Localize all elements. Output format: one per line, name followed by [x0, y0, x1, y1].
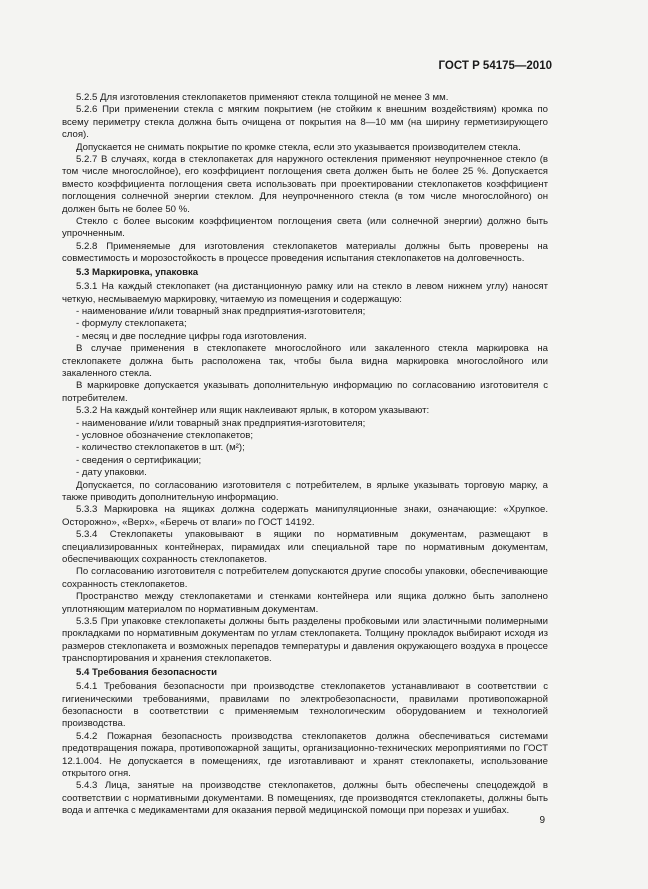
paragraph-5-2-7: 5.2.7 В случаях, когда в стеклопакетах для наружного остекления применяют неупрочненное стекло (в том числе многослойное), его коэффициент поглощения света должен быть не более 25 %. Допускается вместо коэффициента поглощения света использовать при проектировании стеклопакетов коэффициент поглощения солнечной энергии стеклом. Для неупрочненного стекла (в том числе многослойного) он должен быть не более 50 %.: [62, 154, 548, 215]
list-item: - формулу стеклопакета;: [76, 318, 187, 330]
paragraph-5-3-2: 5.3.2 На каждый контейнер или ящик наклеивают ярлык, в котором указывают:: [76, 405, 430, 417]
paragraph-5-3-4-space: Пространство между стеклопакетами и стенками контейнера или ящика должно быть заполнено уплотняющим материалом по нормативным документам.: [62, 591, 548, 615]
paragraph-5-3-4-note: По согласованию изготовителя с потребителем допускаются другие способы упаковки, обеспечивающие сохранность стеклопакетов.: [62, 566, 548, 590]
list-item: - сведения о сертификации;: [76, 454, 202, 466]
paragraph-5-2-6: 5.2.6 При применении стекла с мягким покрытием (не стойким к внешним воздействиям) кромка по всему периметру стекла должна быть очищена от покрытия на 8—10 мм (на ширину герметизирующего слоя).: [62, 104, 548, 141]
page-number: 9: [539, 815, 545, 826]
paragraph-5-3-3: 5.3.3 Маркировка на ящиках должна содержать манипуляционные знаки, означающие: «Хрупкое. Осторожно», «Верх», «Беречь от влаги» по ГОСТ 14192.: [62, 504, 548, 528]
paragraph-5-3-4: 5.3.4 Стеклопакеты упаковывают в ящики по нормативным документам, размещают в специализированных контейнерах, пирамидах или специальной таре по нормативным документам, обеспечивающих сохранность стеклопакетов.: [62, 529, 548, 566]
list-item: - дату упаковки.: [76, 467, 147, 479]
paragraph-5-4-3: 5.4.3 Лица, занятые на производстве стеклопакетов, должны быть обеспечены спецодеждой в соответствии с нормативными документами. В помещениях, где производятся стеклопакеты, должны быть вода и аптечка с медикаментами для оказания первой медицинской помощи при порезах и ушибах.: [62, 780, 548, 817]
paragraph-5-2-8: 5.2.8 Применяемые для изготовления стеклопакетов материалы должны быть проверены на совместимость и морозостойкость в процессе проведения испытания стеклопакетов на долговечность.: [62, 240, 548, 265]
paragraph-5-2-7-note: Стекло с более высоким коэффициентом поглощения света (или солнечной энергии) должно быть упрочненным.: [62, 216, 548, 240]
paragraph-5-4-2: 5.4.2 Пожарная безопасность производства стеклопакетов должна обеспечиваться системами предотвращения пожара, противопожарной защиты, организационно-технических мероприятиями по ГОСТ 12.1.004. Не допускается в помещениях, где изготавливают и хранят стеклопакеты, использование открытого огня.: [62, 730, 548, 779]
paragraph-5-2-5: 5.2.5 Для изготовления стеклопакетов применяют стекла толщиной не менее 3 мм.: [76, 92, 449, 103]
list-item: - наименование и/или товарный знак предприятия-изготовителя;: [76, 305, 366, 317]
list-item: - количество стеклопакетов в шт. (м²);: [76, 442, 245, 454]
document-body: [62, 92, 548, 818]
document-header: ГОСТ Р 54175—2010: [438, 60, 552, 72]
paragraph-5-3-1-extra-info: В маркировке допускается указывать дополнительную информацию по согласованию изготовителя с потребителем.: [62, 380, 548, 404]
paragraph-5-3-5: 5.3.5 При упаковке стеклопакеты должны быть разделены пробковыми или эластичными полимерными прокладками по нормативным документам по углам стеклопакета. Толщину прокладок выбирают исходя из размеров стеклопакета и возможных перепадов температуры и давления окружающего воздуха в процессе транспортирования и хранения стеклопакетов.: [62, 616, 548, 665]
paragraph-5-3-2-note: Допускается, по согласованию изготовителя с потребителем, в ярлыке указывать торговую марку, а также приводить дополнительную информацию.: [62, 479, 548, 503]
paragraph-5-3-1-laminated: В случае применения в стеклопакете многослойного или закаленного стекла маркировка на стеклопакете должна быть расположена так, чтобы была видна маркировка многослойного или закаленного стекла.: [62, 343, 548, 379]
list-item: - месяц и две последние цифры года изготовления.: [76, 330, 307, 342]
list-item: - наименование и/или товарный знак предприятия-изготовителя;: [76, 417, 366, 429]
section-heading-5-3: 5.3 Маркировка, упаковка: [76, 266, 199, 278]
paragraph-5-2-6-note: Допускается не снимать покрытие по кромке стекла, если это указывается производителем стекла.: [76, 141, 521, 153]
paragraph-5-3-1: 5.3.1 На каждый стеклопакет (на дистанционную рамку или на стекло в левом нижнем углу) наносят четкую, несмываемую маркировку, читаемую из помещения и содержащую:: [62, 281, 548, 305]
list-item: - условное обозначение стеклопакетов;: [76, 429, 253, 441]
paragraph-5-4-1: 5.4.1 Требования безопасности при производстве стеклопакетов устанавливают в соответствии с гигиеническими требованиями, правилами по электробезопасности, правилами противопожарной безопасности в соответствии с применяемым технологическим оборудованием и технологией производства.: [62, 681, 548, 730]
section-heading-5-4: 5.4 Требования безопасности: [76, 666, 217, 678]
